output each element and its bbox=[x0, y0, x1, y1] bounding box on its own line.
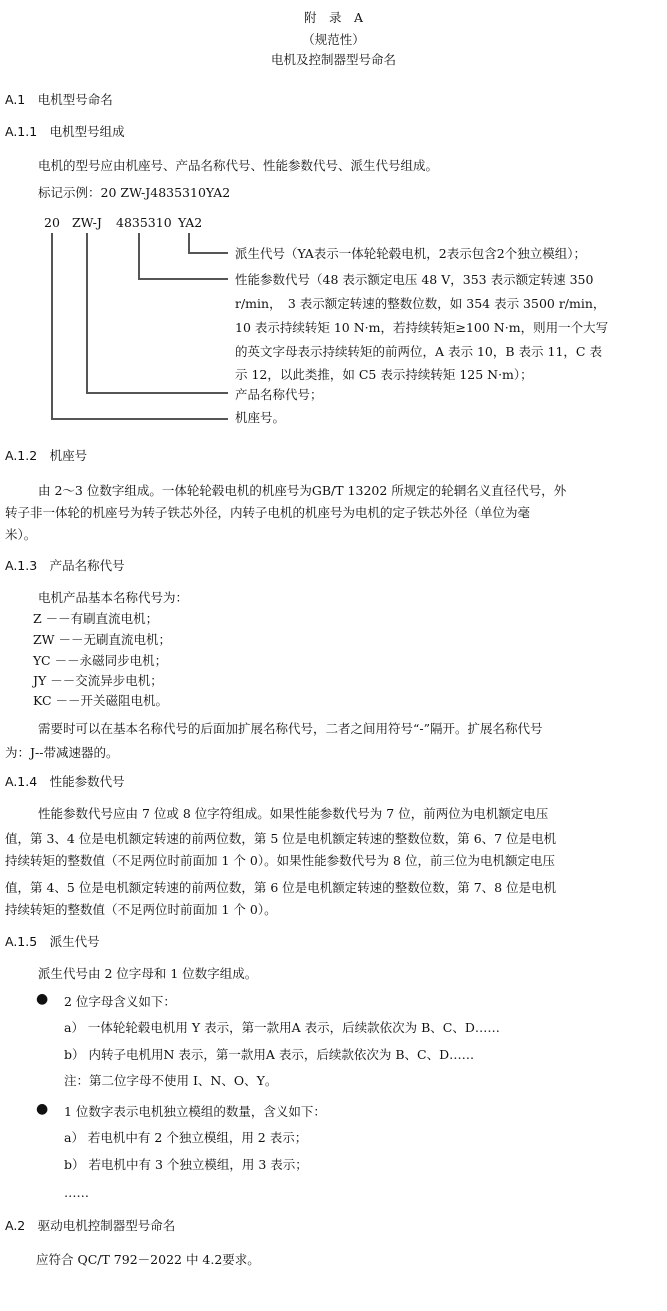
a15-ellipsis: …… bbox=[64, 1185, 89, 1200]
a15-b2-item-b: b） 若电机中有 3 个独立模组，用 3 表示； bbox=[64, 1157, 308, 1172]
connector-product-h bbox=[86, 392, 228, 394]
connector-performance-h bbox=[138, 278, 228, 280]
desc-performance-1: 性能参数代号（48 表示额定电压 48 V，353 表示额定转速 350 bbox=[235, 272, 594, 287]
desc-performance-5: 示 12，以此类推，如 C5 表示持续转矩 125 N·m）； bbox=[235, 367, 533, 382]
a13-extra-line-2: 为：J--带减速器的。 bbox=[5, 745, 119, 760]
desc-frame-number: 机座号。 bbox=[235, 410, 286, 425]
desc-derivative: 派生代号（YA表示一体轮轮毂电机，2表示包含2个独立模组）； bbox=[235, 246, 586, 261]
connector-frame-v bbox=[51, 233, 53, 419]
code-performance: 4835310 bbox=[116, 215, 172, 230]
a11-example-label: 标记示例：20 ZW-J4835310YA2 bbox=[38, 185, 231, 200]
model-structure-diagram bbox=[40, 208, 667, 428]
code-derivative: YA2 bbox=[178, 215, 203, 230]
section-a13-title: A.1.3 产品名称代号 bbox=[5, 558, 125, 573]
connector-derivative-h bbox=[188, 252, 228, 254]
appendix-label: 附 录 A bbox=[303, 10, 364, 25]
connector-frame-h bbox=[51, 418, 228, 420]
a15-b2-item-a: a） 若电机中有 2 个独立模组，用 2 表示； bbox=[64, 1130, 308, 1145]
desc-product-name: 产品名称代号； bbox=[235, 387, 323, 402]
section-a14-title: A.1.4 性能参数代号 bbox=[5, 774, 125, 789]
section-a15-title: A.1.5 派生代号 bbox=[5, 934, 100, 949]
a2-text: 应符合 QC/T 792－2022 中 4.2要求。 bbox=[36, 1252, 260, 1267]
desc-performance-3: 10 表示持续转矩 10 N·m，若持续转矩≥100 N·m，则用一个大写 bbox=[235, 320, 609, 335]
a15-b1-item-b: b） 内转子电机用N 表示，第一款用A 表示，后续款依次为 B、C、D…… bbox=[64, 1047, 475, 1062]
a14-line-3: 持续转矩的整数值（不足两位时前面加 1 个 0）。如果性能参数代号为 8 位，前三位为电机额定电压 bbox=[5, 853, 555, 868]
a14-line-2: 值，第 3、4 位是电机额定转速的前两位数，第 5 位是电机额定转速的整数位数，第 6、7 位是电机 bbox=[5, 831, 557, 846]
a12-line-1: 由 2～3 位数字组成。一体轮轮毂电机的机座号为GB/T 13202 所规定的轮辋名义直径代号，外 bbox=[38, 483, 567, 498]
a13-item-jy: JY －－交流异步电机； bbox=[33, 673, 163, 688]
connector-product-v bbox=[86, 233, 88, 393]
a13-item-z: Z －－有刷直流电机； bbox=[33, 611, 159, 626]
a15-b1-item-a: a） 一体轮轮毂电机用 Y 表示，第一款用A 表示，后续款依次为 B、C、D…… bbox=[64, 1020, 500, 1035]
a15-bullet-2: 1 位数字表示电机独立模组的数量，含义如下： bbox=[64, 1104, 326, 1119]
a14-line-1: 性能参数代号应由 7 位或 8 位字符组成。如果性能参数代号为 7 位，前两位为电机额定电压 bbox=[38, 806, 549, 821]
a13-item-yc: YC －－永磁同步电机； bbox=[33, 653, 168, 668]
a13-item-zw: ZW －－无刷直流电机； bbox=[33, 632, 172, 647]
a15-note: 注：第二位字母不使用 I、N、O、Y。 bbox=[64, 1073, 278, 1088]
bullet-2-symbol: ● bbox=[36, 1101, 49, 1117]
section-a11-title: A.1.1 电机型号组成 bbox=[5, 124, 125, 139]
a13-intro: 电机产品基本名称代号为： bbox=[38, 590, 189, 605]
normative-label: （规范性） bbox=[302, 32, 365, 47]
a14-line-4: 值，第 4、5 位是电机额定转速的前两位数，第 6 位是电机额定转速的整数位数，第 7、8 位是电机 bbox=[5, 880, 557, 895]
a15-intro: 派生代号由 2 位字母和 1 位数字组成。 bbox=[38, 966, 258, 981]
a11-intro: 电机的型号应由机座号、产品名称代号、性能参数代号、派生代号组成。 bbox=[38, 158, 439, 173]
bullet-1-symbol: ● bbox=[36, 991, 49, 1007]
connector-derivative-v bbox=[188, 233, 190, 253]
page-title: 电机及控制器型号命名 bbox=[270, 52, 396, 67]
connector-performance-v bbox=[138, 233, 140, 279]
desc-performance-4: 的英文字母表示持续转矩的前两位，A 表示 10，B 表示 11，C 表 bbox=[235, 344, 602, 359]
section-a2-title: A.2 驱动电机控制器型号命名 bbox=[5, 1218, 176, 1233]
a13-item-kc: KC －－开关磁阻电机。 bbox=[33, 693, 169, 708]
a15-bullet-1: 2 位字母含义如下： bbox=[64, 994, 176, 1009]
a12-line-3: 米）。 bbox=[5, 527, 37, 542]
code-product-name: ZW-J bbox=[72, 215, 102, 230]
code-frame-number: 20 bbox=[44, 215, 60, 230]
section-a1-title: A.1 电机型号命名 bbox=[5, 92, 113, 107]
section-a12-title: A.1.2 机座号 bbox=[5, 448, 88, 463]
a13-extra-line-1: 需要时可以在基本名称代号的后面加扩展名称代号，二者之间用符号“-”隔开。扩展名称代号 bbox=[38, 721, 543, 736]
desc-performance-2: r/min， 3 表示额定转速的整数位数，如 354 表示 3500 r/min， bbox=[235, 296, 606, 311]
a12-line-2: 转子非一体轮的机座号为转子铁芯外径，内转子电机的机座号为电机的定子铁芯外径（单位为毫 bbox=[5, 505, 531, 520]
a14-line-5: 持续转矩的整数值（不足两位时前面加 1 个 0）。 bbox=[5, 902, 277, 917]
